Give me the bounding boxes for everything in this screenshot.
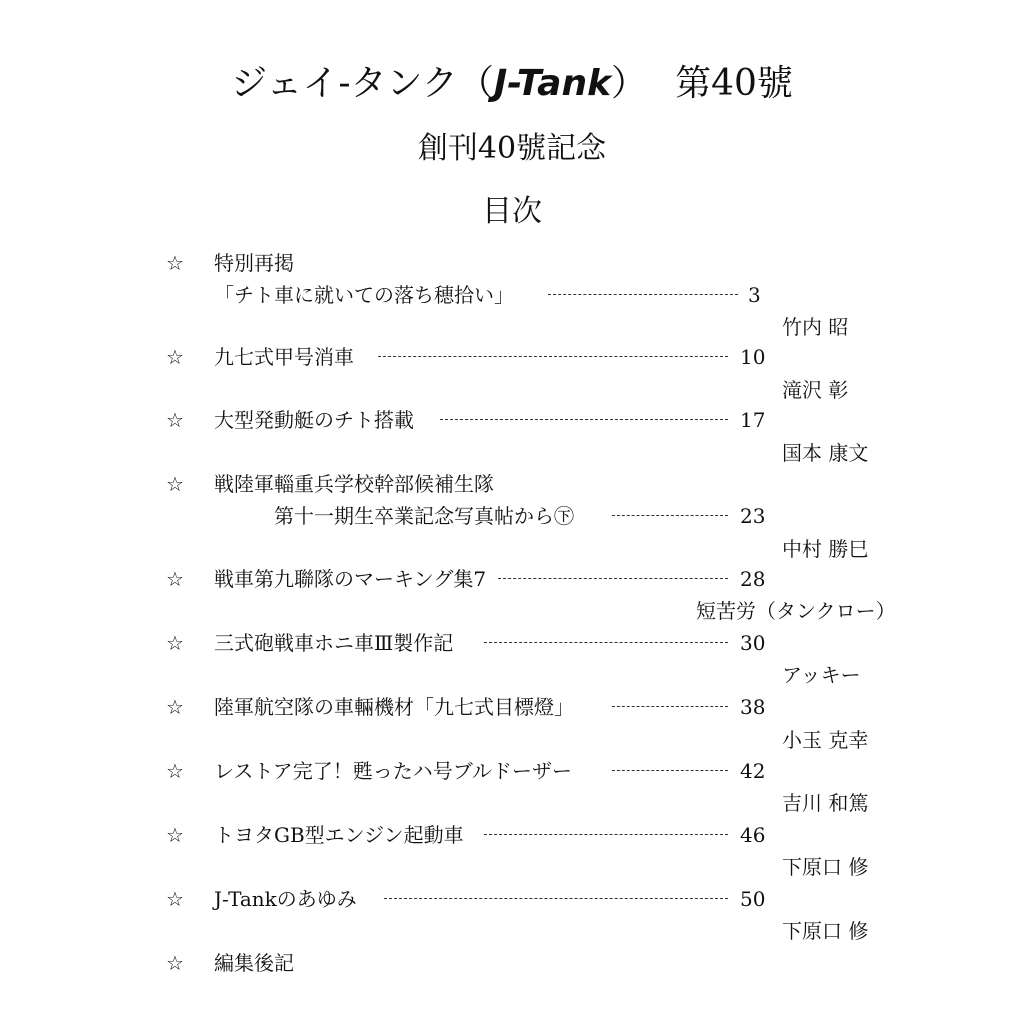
page-number: 46 bbox=[740, 823, 766, 847]
anniversary-subtitle: 創刊40號記念 bbox=[417, 131, 607, 166]
dot-leader bbox=[484, 834, 728, 835]
page-number: 3 bbox=[748, 283, 761, 307]
title-close-paren: ） bbox=[611, 63, 648, 104]
author-name: 短苦労（タンクロー） bbox=[696, 599, 896, 623]
star-icon: ☆ bbox=[166, 345, 184, 369]
page-number: 28 bbox=[740, 567, 766, 591]
entry-title: J-Tankのあゆみ bbox=[214, 887, 357, 911]
page-number: 38 bbox=[740, 695, 766, 719]
dot-leader bbox=[498, 578, 728, 579]
star-icon: ☆ bbox=[166, 472, 184, 496]
author-name: アッキー bbox=[782, 663, 861, 687]
author-name: 吉川 和篤 bbox=[782, 791, 869, 815]
page-number: 30 bbox=[740, 631, 766, 655]
author-name: 国本 康文 bbox=[782, 441, 869, 465]
page-number: 10 bbox=[740, 345, 766, 369]
issue-number: 第40號 bbox=[675, 63, 793, 104]
dot-leader bbox=[612, 515, 728, 516]
star-icon: ☆ bbox=[166, 251, 184, 275]
star-icon: ☆ bbox=[166, 408, 184, 432]
dot-leader bbox=[440, 419, 728, 420]
entry-title: 陸軍航空隊の車輛機材「九七式目標燈」 bbox=[214, 695, 574, 719]
magazine-title bbox=[0, 62, 1024, 106]
entry-title: レストア完了！甦ったハ号ブルドーザー bbox=[214, 759, 572, 783]
entry-title: 九七式甲号消車 bbox=[214, 345, 354, 369]
star-icon: ☆ bbox=[166, 951, 184, 975]
dot-leader bbox=[612, 770, 728, 771]
author-name: 下原口 修 bbox=[782, 919, 869, 943]
star-icon: ☆ bbox=[166, 695, 184, 719]
page-number: 50 bbox=[740, 887, 766, 911]
author-name: 滝沢 彰 bbox=[782, 378, 849, 402]
dot-leader bbox=[384, 898, 728, 899]
dot-leader bbox=[484, 642, 728, 643]
author-name: 中村 勝巳 bbox=[782, 537, 869, 561]
star-icon: ☆ bbox=[166, 567, 184, 591]
entry-title: トヨタGB型エンジン起動車 bbox=[214, 823, 464, 847]
entry-subtitle: 第十一期生卒業記念写真帖から㊦ bbox=[274, 504, 574, 528]
dot-leader bbox=[548, 294, 738, 295]
title-kana: ジェイ-タンク（ bbox=[231, 63, 494, 104]
entry-title: 三式砲戦車ホニ車Ⅲ製作記 bbox=[214, 631, 454, 655]
star-icon: ☆ bbox=[166, 759, 184, 783]
star-icon: ☆ bbox=[166, 631, 184, 655]
entry-title: 大型発動艇のチト搭載 bbox=[214, 408, 414, 432]
author-name: 下原口 修 bbox=[782, 855, 869, 879]
dot-leader bbox=[378, 356, 728, 357]
toc-heading: 目次 bbox=[482, 194, 542, 229]
author-name: 小玉 克幸 bbox=[782, 728, 869, 752]
star-icon: ☆ bbox=[166, 823, 184, 847]
page-number: 42 bbox=[740, 759, 766, 783]
entry-title: 編集後記 bbox=[214, 951, 294, 975]
entry-title: 特別再掲 bbox=[214, 251, 294, 275]
author-name: 竹内 昭 bbox=[782, 315, 849, 339]
entry-title: 戦陸軍輜重兵学校幹部候補生隊 bbox=[214, 472, 494, 496]
star-icon: ☆ bbox=[166, 887, 184, 911]
dot-leader bbox=[612, 706, 728, 707]
title-brand: J-Tank bbox=[493, 63, 612, 104]
page-number: 17 bbox=[740, 408, 766, 432]
entry-subtitle: 「チト車に就いての落ち穂拾い」 bbox=[214, 283, 514, 307]
page-number: 23 bbox=[740, 504, 766, 528]
entry-title: 戦車第九聯隊のマーキング集7 bbox=[214, 567, 487, 591]
